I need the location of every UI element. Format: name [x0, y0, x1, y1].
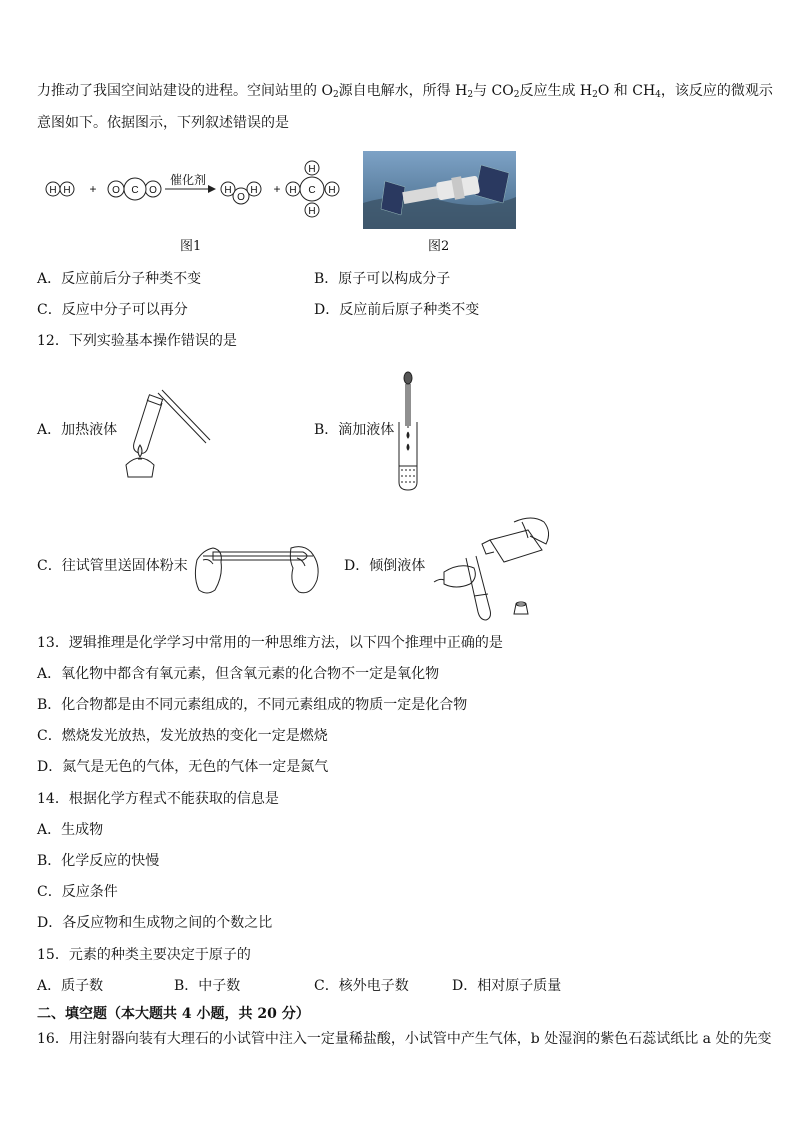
svg-text:C: C — [131, 185, 139, 196]
fig1-caption: 图1 — [180, 239, 202, 254]
q11-option-c: C．反应中分子可以再分 — [37, 302, 188, 318]
fig2-caption: 图2 — [428, 239, 450, 254]
q13-option-b: B．化合物都是由不同元素组成的，不同元素组成的物质一定是化合物 — [37, 697, 468, 713]
dropper-illustration — [393, 370, 423, 492]
svg-text:H: H — [224, 185, 232, 196]
h2o-molecule — [221, 182, 261, 204]
q11-stem-line2: 意图如下。依据图示，下列叙述错误的是 — [37, 115, 289, 131]
q15-option-a: A．质子数 — [37, 978, 104, 994]
svg-text:H: H — [289, 185, 297, 196]
svg-text:H: H — [63, 185, 71, 196]
plus-sign-2: + — [273, 182, 281, 196]
ch4-molecule — [286, 161, 339, 217]
svg-text:H: H — [308, 164, 316, 175]
reaction-arrow — [165, 172, 216, 193]
svg-text:C: C — [308, 185, 316, 196]
q13-option-d: D．氮气是无色的气体，无色的气体一定是氮气 — [37, 759, 329, 775]
q12-option-a: A．加热液体 — [37, 422, 118, 438]
q12-option-d: D．倾倒液体 — [344, 558, 426, 574]
q12-option-b: B．滴加液体 — [314, 422, 395, 438]
q13-stem: 13．逻辑推理是化学学习中常用的一种思维方法，以下四个推理中正确的是 — [37, 635, 503, 651]
q15-stem: 15．元素的种类主要决定于原子的 — [37, 947, 251, 963]
powder-spatula-illustration — [193, 530, 325, 602]
q13-option-c: C．燃烧发光放热，发光放热的变化一定是燃烧 — [37, 728, 328, 744]
space-station-photo — [363, 151, 516, 229]
q14-option-b: B．化学反应的快慢 — [37, 853, 160, 869]
q15-option-d: D．相对原子质量 — [452, 978, 562, 994]
svg-text:O: O — [237, 192, 245, 203]
svg-text:O: O — [149, 185, 157, 196]
q11-option-b: B．原子可以构成分子 — [314, 271, 451, 287]
q15-option-b: B．中子数 — [174, 978, 241, 994]
solar-panel-left — [381, 181, 405, 215]
q12-option-c: C．往试管里送固体粉末 — [37, 558, 188, 574]
q11-stem-line1: 力推动了我国空间站建设的进程。空间站里的 $O_2$源自电解水，所得 $H_2$与 $CO_2$反应生成 $H_2O$ 和 $CH_4$，该反应的微观示 — [37, 83, 773, 100]
q14-option-d: D．各反应物和生成物之间的个数之比 — [37, 915, 273, 931]
reaction-diagram — [40, 158, 350, 220]
svg-text:H: H — [328, 185, 336, 196]
q14-option-c: C．反应条件 — [37, 884, 118, 900]
q14-option-a: A．生成物 — [37, 822, 104, 838]
pouring-liquid-illustration — [430, 510, 555, 622]
q12-stem: 12．下列实验基本操作错误的是 — [37, 333, 237, 349]
catalyst-label: 催化剂 — [169, 173, 207, 187]
svg-text:H: H — [308, 206, 316, 217]
q13-option-a: A．氧化物中都含有氧元素，但含氧元素的化合物不一定是氧化物 — [37, 666, 440, 682]
q15-option-c: C．核外电子数 — [314, 978, 409, 994]
svg-text:H: H — [250, 185, 258, 196]
co2-molecule — [108, 178, 161, 200]
heating-liquid-illustration — [118, 381, 213, 486]
plus-sign-1: + — [89, 182, 97, 196]
q16-stem: 16．用注射器向装有大理石的小试管中注入一定量稀盐酸，小试管中产生气体，b 处湿润的紫色石蕊试纸比 a 处的先变 — [37, 1031, 772, 1047]
svg-text:O: O — [112, 185, 120, 196]
q11-option-d: D．反应前后原子种类不变 — [314, 302, 480, 318]
section-heading-fill-in: 二、填空题（本大题共 4 小题，共 20 分） — [37, 1006, 310, 1022]
q14-stem: 14．根据化学方程式不能获取的信息是 — [37, 791, 279, 807]
h2-molecule — [46, 182, 74, 196]
q11-option-a: A．反应前后分子种类不变 — [37, 271, 202, 287]
svg-text:H: H — [49, 185, 57, 196]
